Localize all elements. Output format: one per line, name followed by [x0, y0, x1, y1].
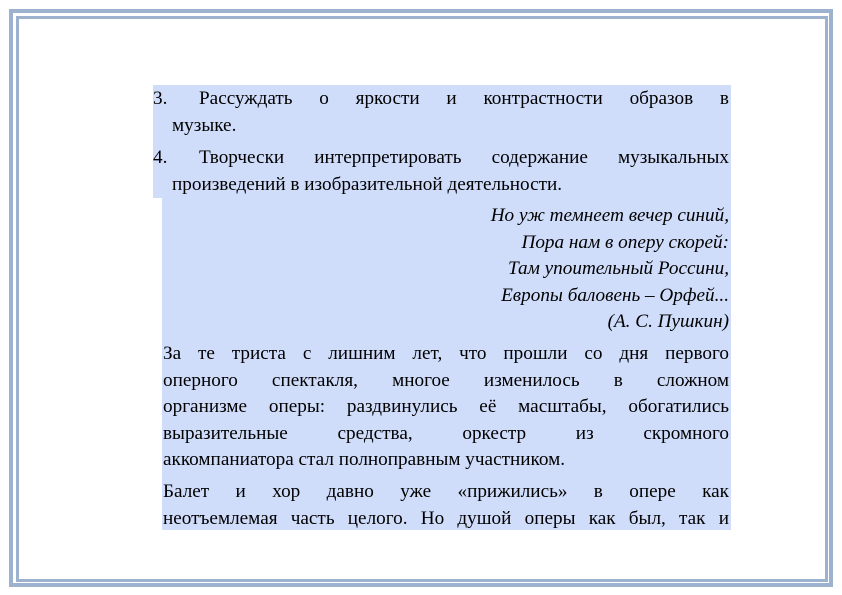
- paragraph-1-line: организме оперы: раздвинулись её масштабы, обогатились: [163, 396, 729, 417]
- list-item-3-number: 3.: [153, 88, 168, 109]
- paragraph-1-line: оперного спектакля, многое изменилось в сложном: [163, 369, 729, 391]
- list-item-4-line-1: [153, 145, 729, 172]
- poem-line: Но уж темнеет вечер синий,: [490, 205, 729, 226]
- list-item-3-line-2: музыке.: [172, 115, 237, 136]
- list-item-3-line-1: [153, 86, 729, 113]
- list-item-3-text: Рассуждать о яркости и контрастности образов в: [199, 88, 729, 109]
- poem-line: Европы баловень – Орфей...: [501, 284, 729, 306]
- paragraph-1-line: выразительные средства, оркестр из скромного: [163, 422, 729, 444]
- paragraph-1-line: За те триста с лишним лет, что прошли со дня первого: [163, 343, 729, 364]
- list-item-4-line-2: произведений в изобразительной деятельности.: [172, 174, 563, 195]
- paragraph-1-line: аккомпаниатора стал полноправным участником.: [163, 449, 566, 470]
- list-item-4-number: 4.: [153, 147, 168, 168]
- poem-line: Пора нам в оперу скорей:: [521, 231, 729, 253]
- poem-line: Там упоительный Россини,: [508, 258, 729, 279]
- poem-author: (А. С. Пушкин): [607, 311, 729, 332]
- paragraph-2-line: неотъемлемая часть целого. Но душой оперы как был, так и: [163, 507, 729, 529]
- paragraph-2-line: Балет и хор давно уже «прижились» в опере как: [163, 481, 729, 502]
- list-item-4-text: Творчески интерпретировать содержание музыкальных: [199, 147, 729, 168]
